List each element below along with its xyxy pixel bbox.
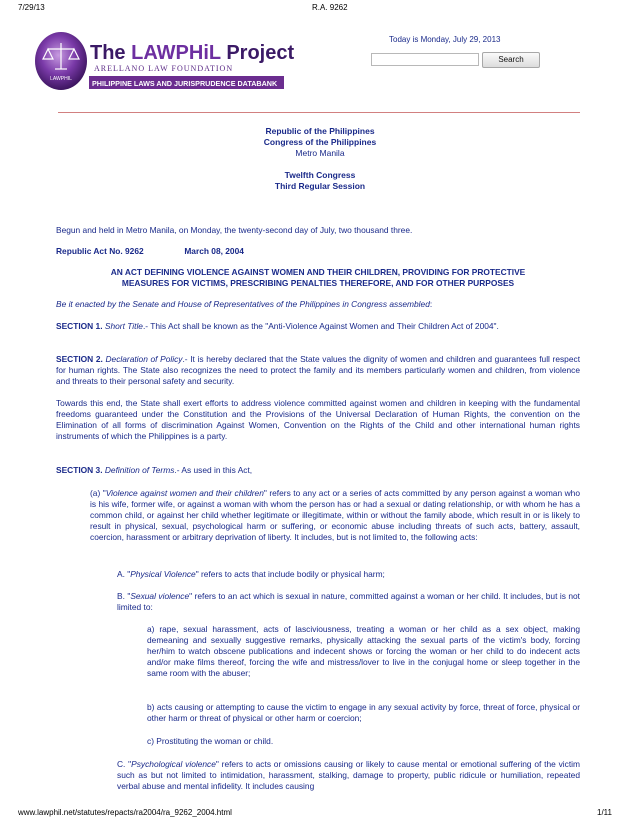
print-url[interactable]: www.lawphil.net/statutes/repacts/ra2004/ra_9262_2004.html — [18, 808, 232, 817]
brand-name: The LAWPHiL Project — [90, 42, 295, 64]
section-3: SECTION 3. Definition of Terms.- As used in this Act, — [56, 465, 253, 475]
emblem-text: LAWPHIL — [50, 76, 72, 82]
search-input[interactable] — [371, 53, 479, 66]
heading-city: Metro Manila — [295, 148, 345, 158]
act-number-line — [56, 246, 580, 257]
foundation-name: ARELLANO LAW FOUNDATION — [94, 64, 234, 73]
sexual-violence-c: c) Prostituting the woman or child. — [147, 736, 274, 746]
definition-physical: A. "Physical Violence" refers to acts that include bodily or physical harm; — [117, 569, 385, 579]
today-date: Today is Monday, July 29, 2013 — [389, 35, 501, 44]
heading-congress-number: Twelfth Congress — [284, 170, 356, 180]
definition-sexual: B. "Sexual violence" refers to an act which is sexual in nature, committed against a woman or her child. It includes, but is not limited to: — [117, 591, 580, 612]
heading-republic: Republic of the Philippines — [265, 126, 375, 136]
act-title-line2: MEASURES FOR VICTIMS, PRESCRIBING PENALTIES THEREFORE, AND FOR OTHER PURPOSES — [121, 278, 515, 288]
enacting-clause: Be it enacted by the Senate and House of Representatives of the Philippines in Congress assembled: — [56, 299, 433, 309]
definition-a: (a) "Violence against women and their children" refers to any act or a series of acts committed by any person against a woman who is his wife, former wife, or against a woman with whom the person has or had a sexual or dating relationship, or with whom he has a common child, or against her child whether legitimate or illegitimate, within or without the family abode, which result in or is likely to result in physical, sexual, psychological harm or suffering, or economic abuse including threats of such acts, battery, assault, coercion, harassment or arbitrary deprivation of liberty. It includes, but is not limited to, the following acts: — [90, 488, 580, 542]
sexual-violence-b: b) acts causing or attempting to cause the victim to engage in any sexual activity by force, threat of force, physical or other harm or threat of physical or other harm or coercion; — [147, 702, 580, 723]
act-date: March 08, 2004 — [184, 246, 244, 256]
header-divider — [58, 112, 580, 113]
sexual-violence-a: a) rape, sexual harassment, acts of lasciviousness, treating a woman or her child as a sex object, making demeaning and sexually suggestive remarks, physically attacking the sexual parts of the victim's body, forcing her/him to watch obscene publications and indecent shows or forcing the woman or her child to do indecent acts and/or make films thereof, forcing the wife and mistress/lover to live in the conjugal home or sleep together in the same room with the abuser; — [147, 624, 580, 678]
heading-congress: Congress of the Philippines — [263, 137, 377, 147]
section-1: SECTION 1. Short Title.- This Act shall be known as the "Anti-Violence Against Women and Their Children Act of 2004". — [56, 321, 499, 331]
databank-banner-text: PHILIPPINE LAWS AND JURISPRUDENCE DATABANK — [92, 79, 278, 88]
lawphil-logo[interactable] — [34, 31, 295, 93]
definition-psychological: C. "Psychological violence" refers to acts or omissions causing or likely to cause mental or emotional suffering of the victim such as but not limited to intimidation, harassment, stalking, damage to property, public ridicule or humiliation, repeated verbal abuse and mental infidelity. It includes causing — [117, 759, 580, 791]
act-title-line1: AN ACT DEFINING VIOLENCE AGAINST WOMEN AND THEIR CHILDREN, PROVIDING FOR PROTECTIVE — [110, 267, 526, 277]
print-title: R.A. 9262 — [312, 3, 348, 12]
logo-graphic — [34, 31, 295, 93]
print-page-number: 1/11 — [597, 808, 612, 817]
section-2: SECTION 2. Declaration of Policy.- It is hereby declared that the State values the dignity of women and children and guarantees full respect for human rights. The State also recognizes the need to protect the family and its members particularly women and children, from violence and threats to their personal safety and security. — [56, 354, 581, 386]
begun-statement: Begun and held in Metro Manila, on Monday, the twenty-second day of July, two thousand three. — [56, 225, 413, 235]
act-number: Republic Act No. 9262 — [56, 246, 144, 256]
search-button[interactable]: Search — [482, 52, 540, 68]
section-2-paragraph-2: Towards this end, the State shall exert efforts to address violence committed against women and children in keeping with the fundamental freedoms guaranteed under the Constitution and the Provisions of the Universal Declaration of Human Rights, the convention on the Elimination of all forms of discrimination Against Women, Convention on the Rights of the Child and other international human rights instruments of which the Philippines is a party. — [56, 398, 580, 441]
print-date: 7/29/13 — [18, 3, 45, 12]
heading-session: Third Regular Session — [274, 181, 366, 191]
